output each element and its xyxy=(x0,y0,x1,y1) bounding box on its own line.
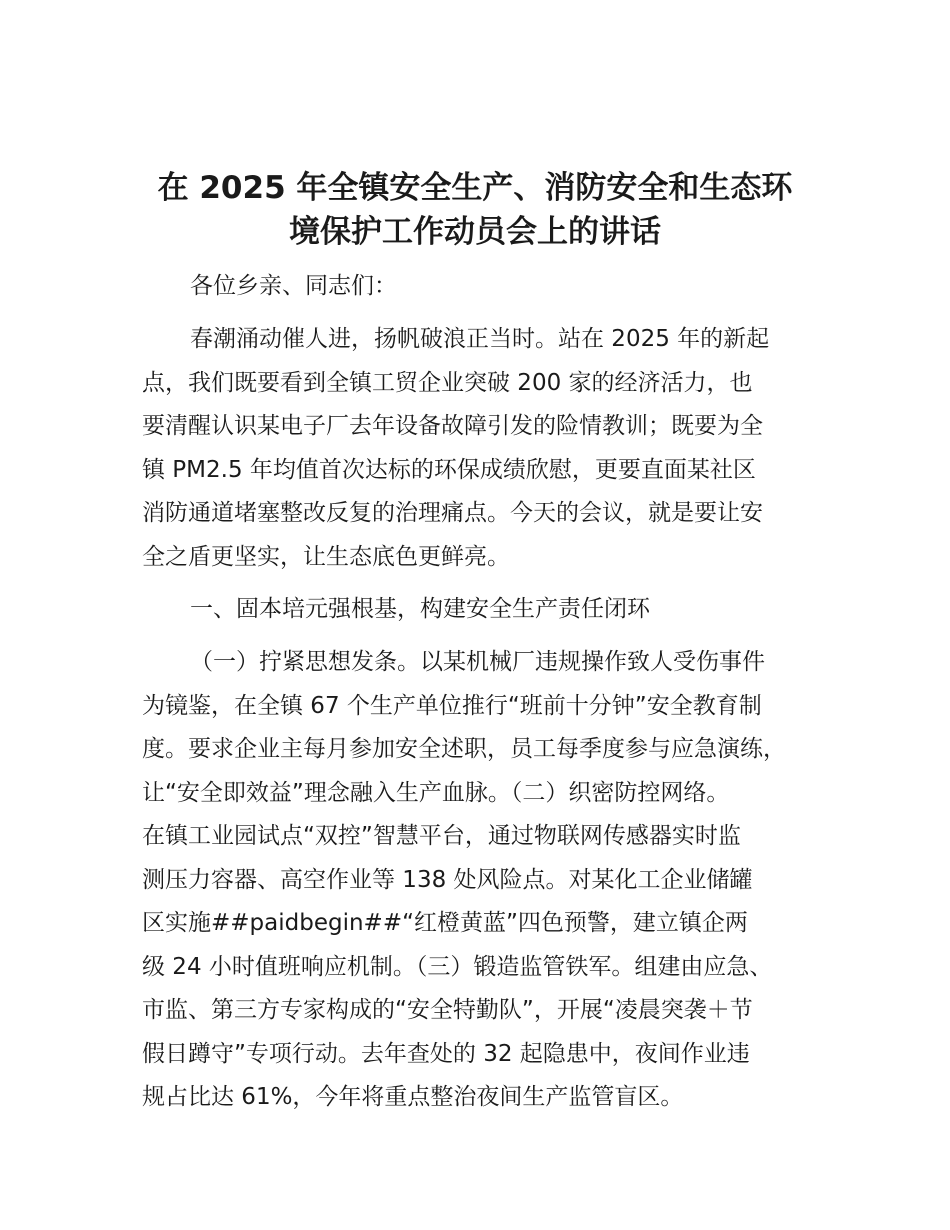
section-heading-text: 一、固本培元强根基，构建安全生产责任闭环 xyxy=(190,596,650,622)
section-line: （一）拧紧思想发条。以某机械厂违规操作致人受伤事件 xyxy=(190,649,765,675)
section-line: 级 24 小时值班响应机制。（三）锻造监管铁军。组建由应急、 xyxy=(142,953,773,980)
salutation xyxy=(142,265,832,309)
section-line: 市监、第三方专家构成的“安全特勤队”，开展“凌晨突袭＋节 xyxy=(142,997,753,1023)
document-title-line-1: 在 2025 年全镇安全生产、消防安全和生态环 xyxy=(157,170,793,206)
section-line: 度。要求企业主每月参加安全述职，员工每季度参与应急演练， xyxy=(142,736,786,762)
intro-line: 要清醒认识某电子厂去年设备故障引发的险情教训；既要为全 xyxy=(142,413,763,439)
intro-line: 点，我们既要看到全镇工贸企业突破 200 家的经济活力，也 xyxy=(142,369,753,396)
document-title-line-2: 境保护工作动员会上的讲话 xyxy=(289,214,661,250)
section-line: 让“安全即效益”理念融入生产血脉。（二）织密防控网络。 xyxy=(142,779,730,806)
salutation-text: 各位乡亲、同志们： xyxy=(190,273,397,299)
section-line: 规占比达 61%，今年将重点整治夜间生产监管盲区。 xyxy=(142,1084,684,1110)
intro-paragraph xyxy=(142,318,832,579)
section-line: 区实施##paidbegin##“红橙黄蓝”四色预警，建立镇企两 xyxy=(142,910,748,936)
section-line: 在镇工业园试点“双控”智慧平台，通过物联网传感器实时监 xyxy=(142,823,741,849)
section-paragraph xyxy=(142,641,832,1120)
intro-line: 春潮涌动催人进，扬帆破浪正当时。站在 2025 年的新起 xyxy=(190,326,770,352)
section-line: 假日蹲守”专项行动。去年查处的 32 起隐患中，夜间作业违 xyxy=(142,1040,750,1067)
intro-line: 全之盾更坚实，让生态底色更鲜亮。 xyxy=(142,543,510,570)
intro-line: 消防通道堵塞整改反复的治理痛点。今天的会议，就是要让安 xyxy=(142,500,763,526)
section-line: 测压力容器、高空作业等 138 处风险点。对某化工企业储罐 xyxy=(142,866,753,893)
intro-line: 镇 PM2.5 年均值首次达标的环保成绩欣慰，更要直面某社区 xyxy=(142,456,756,483)
section-line: 为镜鉴，在全镇 67 个生产单位推行“班前十分钟”安全教育制 xyxy=(142,692,762,719)
section-heading xyxy=(142,588,832,632)
